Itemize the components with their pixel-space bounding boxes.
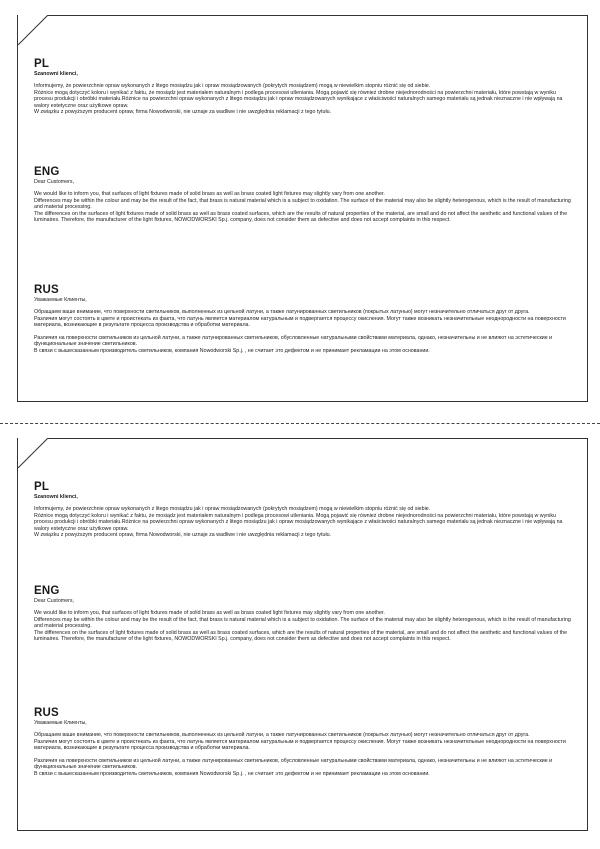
- section-pl: [34, 480, 575, 539]
- greeting-rus: Уважаемые Клиенты,: [34, 297, 87, 303]
- heading-eng: ENG: [34, 166, 60, 178]
- greeting-eng: Dear Customers,: [34, 598, 75, 604]
- heading-pl: PL: [34, 58, 50, 70]
- notice-card-top: [17, 15, 588, 402]
- cut-line: [0, 423, 600, 424]
- greeting-pl: Szanowni klienci,: [34, 494, 78, 500]
- body-rus-1: Обращаем ваше внимание, что поверхности светильников, выполненных из цельной латуни, а также латунированных светильников (покрытых латунью) могут незначительно отличаться друг от друга. Различия могут состоять в цвете и проистекать из факта, что латунь является материалом натуральным и подвергается процессу окисления. Могут также возникать незначительные неоднородности на поверхности материала, возникающие в результате процесса производства и обработки материала.: [34, 309, 566, 329]
- section-rus: [34, 706, 575, 778]
- section-eng: [34, 165, 575, 224]
- heading-pl: PL: [34, 481, 50, 493]
- body-pl: Informujemy, że powierzchnie opraw wykonanych z litego mosiądzu jak i opraw mosiądzowanych (pokrytych mosiądzem) mogą w niewielkim stopniu różnić się od siebie. Różnice mogą dotyczyć koloru i wynikać z faktu, że mosiądz jest materiałem naturalnym i podlega procesowi utleniania. Mogą pojawić się również drobne niejednorodności na powierzchni materiału, które powstają w wyniku procesu produkcji i obróbki materiału.Różnice na powierzchni opraw wykonanych z litego mosiądzu jak i opraw mosiądzowanych wynikające z właściwości naturalnych samego materiału są jednak nieznaczne i nie wpływają na walory estetyczne oraz użytkowe opraw. W związku z powyższym producent opraw, firma Nowodworski, nie uznaje za wadliwe i nie uwzględnia reklamacji z tego tytułu.: [34, 506, 563, 539]
- heading-rus: RUS: [34, 707, 59, 719]
- body-rus-1: Обращаем ваше внимание, что поверхности светильников, выполненных из цельной латуни, а также латунированных светильников (покрытых латунью) могут незначительно отличаться друг от друга. Различия могут состоять в цвете и проистекать из факта, что латунь является материалом натуральным и подвергается процессу окисления. Могут также возникать незначительные неоднородности на поверхности материала, возникающие в результате процесса производства и обработки материала.: [34, 732, 566, 752]
- section-rus: [34, 283, 575, 355]
- body-eng: We would like to inform you, that surfaces of light fixtures made of solid brass as well as brass coated light fixtures may slightly vary from one another. Differences may be within the colour and may be the result of the fact, that brass is natural material which is a subject to oxidation. The surface of the material may also be slightly heterogenous, which is the result of manufacturing and material processing. The differences on the surfaces of light fixtures made of solid brass as well as brass coated surfaces, which are the results of natural properties of the material, are small and do not affect the aesthetic and functional values of the luminaires. Therefore, the manufacturer of the light fixtures, NOWODWORSKI Sp.j. company, does not consider them as defective and does not accept complaints in this respect.: [34, 191, 571, 224]
- greeting-eng: Dear Customers,: [34, 179, 75, 185]
- section-eng: [34, 584, 575, 643]
- body-rus-2: Различия на поверхности светильников из цельной латуни, а также латунированных светильников, обусловленные натуральными свойствами материала, однако, незначительны и не влияют на эстетические и функциональные значение светильников. В связи с вышесказанным производитель светильников, компания Nowodworski Sp.j. , не считает это дефектом и не принимает рекламации на этом основании.: [34, 757, 553, 777]
- heading-rus: RUS: [34, 284, 59, 296]
- body-eng: We would like to inform you, that surfaces of light fixtures made of solid brass as well as brass coated light fixtures may slightly vary from one another. Differences may be within the colour and may be the result of the fact, that brass is natural material which is a subject to oxidation. The surface of the material may also be slightly heterogenous, which is the result of manufacturing and material processing. The differences on the surfaces of light fixtures made of solid brass as well as brass coated surfaces, which are the results of natural properties of the material, are small and do not affect the aesthetic and functional values of the luminaires. Therefore, the manufacturer of the light fixtures, NOWODWORSKI Sp.j. company, does not consider them as defective and does not accept complaints in this respect.: [34, 610, 571, 643]
- greeting-rus: Уважаемые Клиенты,: [34, 720, 87, 726]
- heading-eng: ENG: [34, 585, 60, 597]
- notice-card-bottom: [17, 438, 588, 831]
- body-rus-2: Различия на поверхности светильников из цельной латуни, а также латунированных светильников, обусловленные натуральными свойствами материала, однако, незначительны и не влияют на эстетические и функциональные значение светильников. В связи с вышесказанным производитель светильников, компания Nowodworski Sp.j. , не считает это дефектом и не принимает рекламации на этом основании.: [34, 334, 553, 354]
- body-pl: Informujemy, że powierzchnie opraw wykonanych z litego mosiądzu jak i opraw mosiądzowanych (pokrytych mosiądzem) mogą w niewielkim stopniu różnić się od siebie. Różnice mogą dotyczyć koloru i wynikać z faktu, że mosiądz jest materiałem naturalnym i podlega procesowi utleniania. Mogą pojawić się również drobne niejednorodności na powierzchni materiału, które powstają w wyniku procesu produkcji i obróbki materiału.Różnice na powierzchni opraw wykonanych z litego mosiądzu jak i opraw mosiądzowanych wynikające z właściwości naturalnych samego materiału są jednak nieznaczne i nie wpływają na walory estetyczne oraz użytkowe opraw. W związku z powyższym producent opraw, firma Nowodworski, nie uznaje za wadliwe i nie uwzględnia reklamacji z tego tytułu.: [34, 83, 563, 116]
- section-pl: [34, 57, 575, 116]
- greeting-pl: Szanowni klienci,: [34, 71, 78, 77]
